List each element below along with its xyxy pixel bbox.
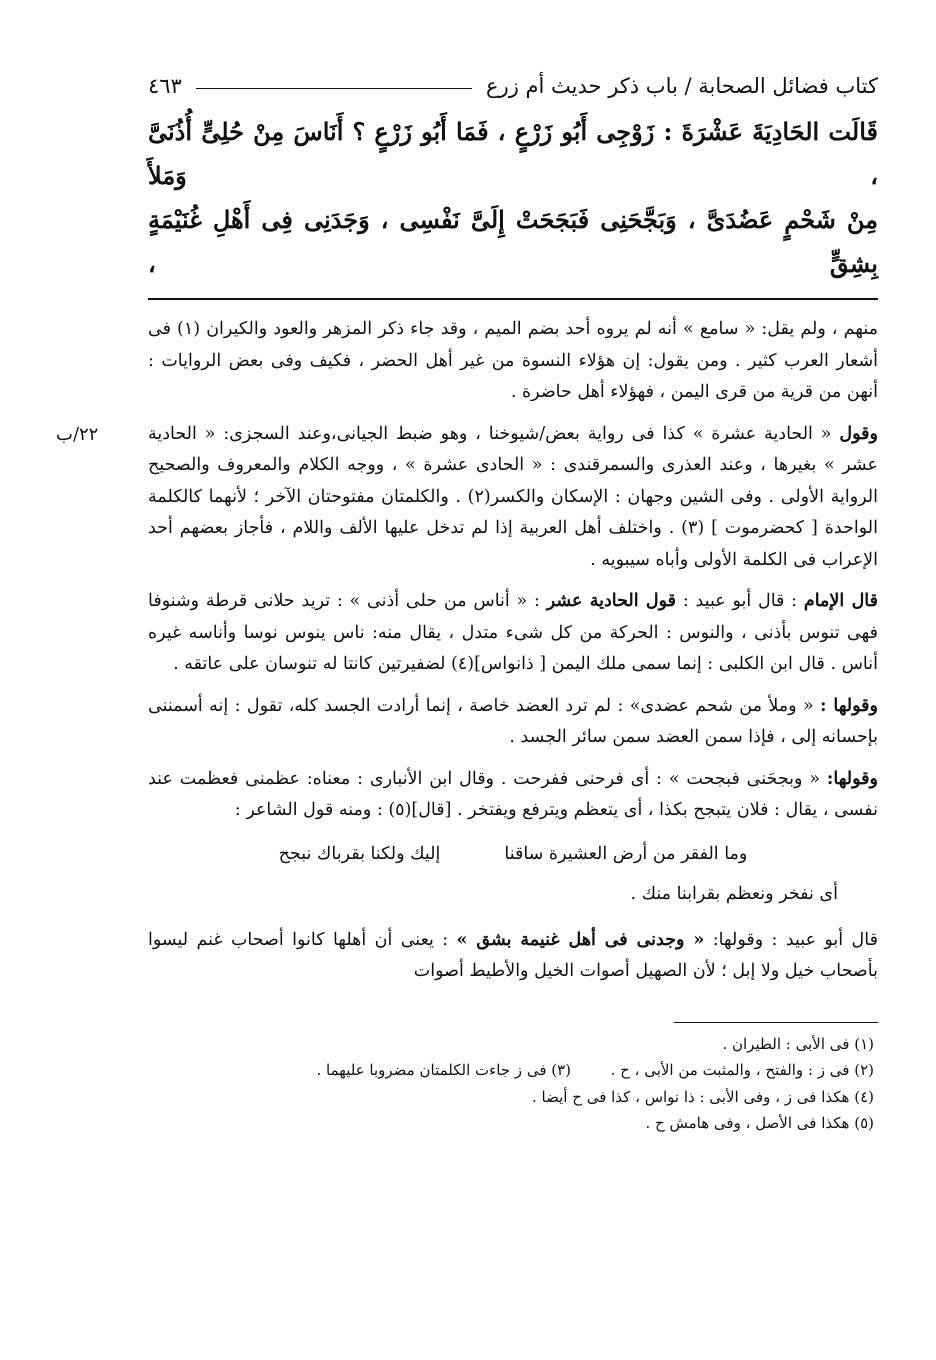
- paragraph-5-lead: وقولها:: [826, 768, 878, 789]
- manuscript-folio-marker: ٢٢/ب: [56, 423, 99, 445]
- footnote-1: (١) فى الأبى : الطيران .: [722, 1034, 874, 1053]
- paragraph-4-lead: وقولها :: [820, 695, 878, 716]
- paragraph-3: [148, 586, 878, 681]
- header-rule: [196, 88, 472, 89]
- page-number: ٤٦٣: [148, 74, 182, 98]
- running-header: [148, 70, 878, 102]
- paragraph-1-text: منهم ، ولم يقل: « سامع » أنه لم يروه أحد بضم الميم ، وقد جاء ذكر المزهر والعود والكيران (١) فى أشعار العرب كثير . ومن يقول: إن هؤلاء النسوة من غير أهل الحضر ، فكيف وفى بعض الروايات : أنهن من قرية من قرى اليمن ، فهؤلاء أهل حاضرة .: [148, 319, 878, 402]
- verse-first-hemistich: وما الفقر من أرض العشيرة ساقنا: [504, 843, 748, 864]
- section-divider: [148, 298, 878, 300]
- paragraph-4-text: « وملأ من شحم عضدى» : لم ترد العضد خاصة ، إنما أرادت الجسد كله، تقول : إنه أسمننى بإحسانه إلى ، فإذا سمن العضد سمن سائر الجسد .: [148, 695, 878, 747]
- paragraph-2-text: « الحادية عشرة » كذا فى رواية بعض/شيوخنا ، وهو ضبط الجيانى،وعند السجزى: « الحادية عشر » بغيرها ، وعند العذرى والسمرقندى : « الحادى عشرة » ، ووجه الكلام والمعروف والصحيح الرواية الأولى . وفى الشين وجهان : الإسكان والكسر(٢) . والكلمتان مفتوحتان الآخر ؛ لأنهما كالكلمة الواحدة [ كحضرموت ] (٣) . واختلف أهل العربية إذا لم تدخل عليها الألف واللام ، فأجاز بعضهم أحد الإعراب فى الكلمة الأولى وأباه سيبويه .: [148, 423, 878, 570]
- paragraph-2: [56, 419, 878, 577]
- paragraph-6-lead: « وجدنى فى أهل غنيمة بشق »: [456, 929, 705, 950]
- footnotes: [148, 1031, 878, 1137]
- paragraph-2-lead: وقول: [839, 423, 878, 444]
- hadith-line-2: مِنْ شَحْمٍ عَضُدَىَّ ، وَبَجَّحَنِى فَبَجَحَتْ إِلَىَّ نَفْسِى ، وَجَدَنِى فِى أَهْلِ غُنَيْمَةٍ بِشِقٍّ ،: [148, 205, 878, 278]
- commentary: [56, 314, 878, 988]
- running-title: كتاب فضائل الصحابة / باب ذكر حديث أم زرع: [486, 74, 878, 98]
- verse-second-hemistich: إليك ولكنا بقرباك نبجح: [278, 843, 441, 864]
- hadith-line-1: قَالَت الحَادِيَةَ عَشْرَةَ : زَوْجِى أَبُو زَرْعٍ ، فَمَا أَبُو زَرْعٍ ؟ أَنَاسَ مِنْ حُلِىٍّ أُذُنَىَّ ، وَمَلأَ: [148, 117, 878, 190]
- footnote-3: (٣) فى ز جاءت الكلمتان مضروبا عليهما .: [316, 1061, 572, 1079]
- paragraph-6-text-a: قال أبو عبيد : وقولها:: [712, 929, 878, 950]
- footnote-4: (٤) هكذا فى ز ، وفى الأبى : ذا نواس ، كذا فى ح أيضا .: [532, 1087, 874, 1106]
- paragraph-6-text-b: : يعنى أن أهلها كانوا أصحاب غنم ليسوا بأصحاب خيل ولا إبل ؛ لأن الصهيل أصوات الخيل والأطيط أصوات: [148, 929, 878, 981]
- hadith-text: [148, 110, 878, 286]
- footnote-2-3: [148, 1057, 878, 1084]
- paragraph-1: [148, 314, 878, 409]
- footnote-2: (٢) فى ز : والفتح ، والمثبت من الأبى ، ح .: [610, 1061, 874, 1079]
- paragraph-6: [148, 925, 878, 988]
- paragraph-5: [148, 764, 878, 827]
- paragraph-3-lead: قال الإمام: [803, 591, 878, 611]
- paragraph-5-text: « وبجحَنى فبجحت » : أى فرحنى ففرحت . وقال ابن الأنبارى : معناه: عظمنى فعظمت عند نفسى ، يقال : فلان يتبجح بكذا ، أى يتعظم ويترفع ويفتخر . [قال](٥) : ومنه قول الشاعر :: [148, 768, 878, 820]
- book-page: [56, 70, 878, 1137]
- footnote-5: (٥) هكذا فى الأصل ، وفى هامش ح .: [645, 1114, 874, 1132]
- paragraph-3-text-a: : قال أبو عبيد :: [682, 591, 798, 611]
- paragraph-3-lead-2: قول الحادية عشر: [546, 591, 677, 611]
- paragraph-4: [148, 691, 878, 754]
- paragraph-3-text-b: : « أناس من حلى أذنى » : تريد حلانى قرطة وشنوفا فهى تنوس بأذنى ، والنوس : الحركة من كل شىء متدل ، يقال منه: ناس ينوس نوسا وأناسه غيره أناس . قال ابن الكلبى : إنما سمى ملك اليمن [ ذانواس](٤) لضفيرتين كانتا له تنوسان على عاتقه .: [148, 591, 878, 674]
- poetry-verse: [148, 837, 878, 871]
- verse-explanation: أى نفخر ونعظم بقرابنا منك .: [630, 883, 838, 904]
- footnote-divider: [674, 1022, 878, 1023]
